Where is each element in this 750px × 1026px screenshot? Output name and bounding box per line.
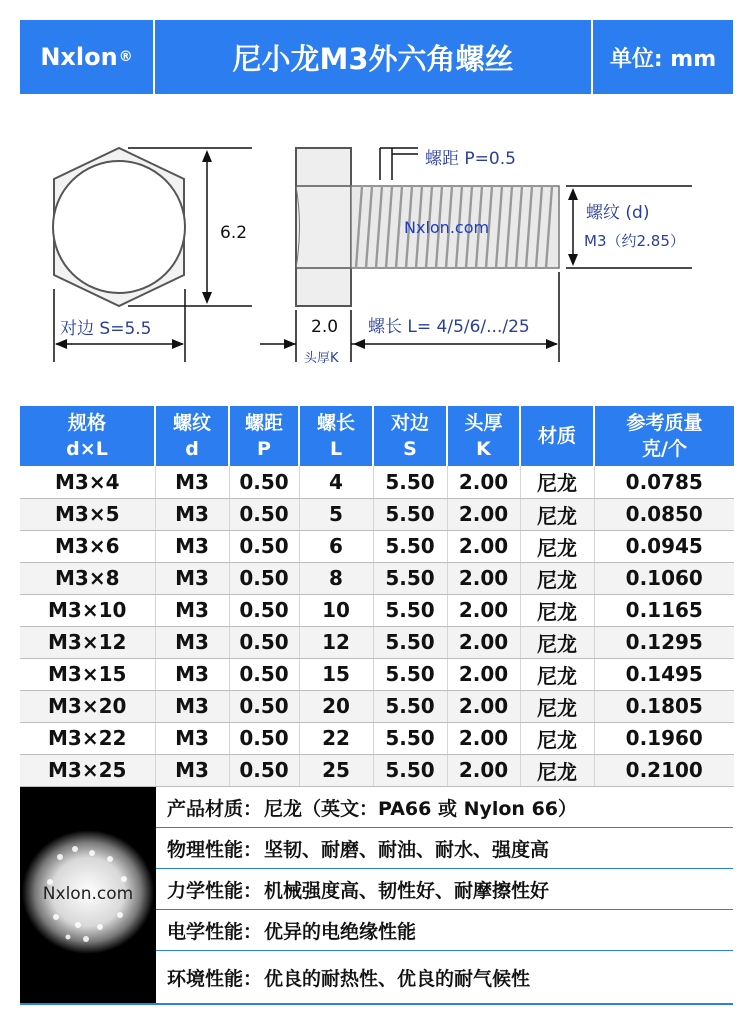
pitch-value: 螺距 P=0.5 [425, 149, 516, 169]
material-properties [20, 787, 733, 1005]
cell-across-flats: 5.50 [373, 530, 447, 562]
cell-thread: M3 [155, 754, 229, 786]
cell-spec: M3×25 [20, 754, 155, 786]
cell-across-flats: 5.50 [373, 658, 447, 690]
cell-head-thickness: 2.00 [447, 594, 520, 626]
cell-length: 15 [299, 658, 373, 690]
cell-length: 4 [299, 466, 373, 498]
pitch-dimension [380, 148, 516, 180]
cell-head-thickness: 2.00 [447, 690, 520, 722]
cell-length: 12 [299, 626, 373, 658]
cell-length: 8 [299, 562, 373, 594]
across-flats-value: 对边 S=5.5 [60, 319, 152, 339]
col-header-pitch: 螺距 P [229, 406, 299, 466]
cell-thread: M3 [155, 722, 229, 754]
cell-pitch: 0.50 [229, 754, 299, 786]
threaded-shank [351, 186, 559, 268]
col-header-spec: 规格 d×L [20, 406, 155, 466]
cell-material: 尼龙 [520, 562, 594, 594]
cell-pitch: 0.50 [229, 594, 299, 626]
property-label: 电学性能： [167, 920, 263, 943]
table-row [20, 722, 734, 754]
cell-pitch: 0.50 [229, 562, 299, 594]
brand-name: Nxlon [40, 43, 118, 71]
property-value: 优异的电绝缘性能 [264, 920, 417, 943]
cell-thread: M3 [155, 562, 229, 594]
table-row [20, 498, 734, 530]
property-label: 产品材质： [167, 797, 263, 820]
cell-across-flats: 5.50 [373, 498, 447, 530]
cell-pitch: 0.50 [229, 690, 299, 722]
cell-weight: 0.0945 [594, 530, 734, 562]
property-row [156, 787, 733, 828]
drawing-watermark: Nxlon.com [404, 218, 490, 237]
cell-head-thickness: 2.00 [447, 626, 520, 658]
cell-weight: 0.0850 [594, 498, 734, 530]
cell-pitch: 0.50 [229, 626, 299, 658]
cell-head-thickness: 2.00 [447, 498, 520, 530]
cell-head-thickness: 2.00 [447, 722, 520, 754]
property-value: 机械强度高、韧性好、耐摩擦性好 [264, 879, 550, 902]
cell-pitch: 0.50 [229, 722, 299, 754]
cell-thread: M3 [155, 530, 229, 562]
cell-spec: M3×8 [20, 562, 155, 594]
nylon-pellets-image [20, 787, 156, 1003]
property-row [156, 869, 733, 910]
cell-thread: M3 [155, 626, 229, 658]
property-label: 力学性能： [167, 879, 263, 902]
table-row [20, 466, 734, 498]
cell-spec: M3×12 [20, 626, 155, 658]
cell-spec: M3×15 [20, 658, 155, 690]
properties-list [156, 787, 733, 1003]
cell-weight: 0.0785 [594, 466, 734, 498]
cell-thread: M3 [155, 690, 229, 722]
cell-thread: M3 [155, 594, 229, 626]
col-header-across-flats: 对边 S [373, 406, 447, 466]
cell-material: 尼龙 [520, 690, 594, 722]
cell-length: 20 [299, 690, 373, 722]
table-header-row [20, 406, 734, 466]
thread-diameter-dimension [566, 186, 692, 268]
cell-thread: M3 [155, 498, 229, 530]
cell-across-flats: 5.50 [373, 722, 447, 754]
header-bar [20, 20, 733, 94]
cell-spec: M3×6 [20, 530, 155, 562]
spec-table [20, 406, 734, 787]
cell-across-flats: 5.50 [373, 466, 447, 498]
table-row [20, 594, 734, 626]
cell-weight: 0.1495 [594, 658, 734, 690]
col-header-thread: 螺纹 d [155, 406, 229, 466]
cell-weight: 0.1295 [594, 626, 734, 658]
cell-material: 尼龙 [520, 658, 594, 690]
cell-spec: M3×10 [20, 594, 155, 626]
cell-pitch: 0.50 [229, 498, 299, 530]
cell-spec: M3×5 [20, 498, 155, 530]
property-value: 坚韧、耐磨、耐油、耐水、强度高 [264, 838, 550, 861]
brand-registered-mark: ® [118, 49, 133, 65]
cell-material: 尼龙 [520, 722, 594, 754]
cell-material: 尼龙 [520, 754, 594, 786]
property-row [156, 910, 733, 951]
table-row [20, 690, 734, 722]
cell-head-thickness: 2.00 [447, 754, 520, 786]
cell-material: 尼龙 [520, 626, 594, 658]
col-header-weight: 参考质量 克/个 [594, 406, 734, 466]
property-label: 物理性能： [167, 838, 263, 861]
cell-across-flats: 5.50 [373, 754, 447, 786]
head-thickness-value: 2.0 [311, 317, 339, 337]
property-label: 环境性能： [167, 967, 263, 990]
thread-value: M3（约2.85） [584, 232, 685, 250]
cell-weight: 0.2100 [594, 754, 734, 786]
cell-head-thickness: 2.00 [447, 530, 520, 562]
unit-label: 单位: mm [593, 20, 733, 94]
cell-pitch: 0.50 [229, 466, 299, 498]
col-header-head-thickness: 头厚 K [447, 406, 520, 466]
head-thickness-label: 头厚K [304, 351, 339, 366]
cell-material: 尼龙 [520, 594, 594, 626]
cell-length: 6 [299, 530, 373, 562]
table-row [20, 626, 734, 658]
property-row [156, 951, 733, 1003]
table-row [20, 530, 734, 562]
cell-across-flats: 5.50 [373, 562, 447, 594]
cell-head-thickness: 2.00 [447, 466, 520, 498]
image-watermark: Nxlon.com [42, 884, 134, 904]
col-header-material: 材质 [520, 406, 594, 466]
table-row [20, 562, 734, 594]
table-row [20, 658, 734, 690]
hex-head-side-view [296, 148, 351, 306]
cell-pitch: 0.50 [229, 658, 299, 690]
cell-pitch: 0.50 [229, 530, 299, 562]
cell-spec: M3×22 [20, 722, 155, 754]
cell-material: 尼龙 [520, 498, 594, 530]
page-title: 尼小龙M3外六角螺丝 [155, 20, 593, 94]
property-row [156, 828, 733, 869]
height-value: 6.2 [220, 223, 248, 243]
property-value: 优良的耐热性、优良的耐气候性 [264, 967, 531, 990]
cell-weight: 0.1960 [594, 722, 734, 754]
brand-cell [20, 20, 155, 94]
cell-across-flats: 5.50 [373, 594, 447, 626]
col-header-length: 螺长 L [299, 406, 373, 466]
cell-material: 尼龙 [520, 530, 594, 562]
cell-thread: M3 [155, 466, 229, 498]
cell-across-flats: 5.50 [373, 690, 447, 722]
length-value: 螺长 L= 4/5/6/.../25 [368, 317, 530, 337]
thread-label: 螺纹 (d) [586, 203, 650, 223]
hex-head-top-view [53, 148, 185, 306]
table-row [20, 754, 734, 786]
screw-dimension-drawing [20, 94, 733, 406]
cell-head-thickness: 2.00 [447, 562, 520, 594]
cell-spec: M3×20 [20, 690, 155, 722]
cell-weight: 0.1805 [594, 690, 734, 722]
cell-length: 5 [299, 498, 373, 530]
property-value: 尼龙（英文：PA66 或 Nylon 66） [264, 797, 578, 820]
cell-head-thickness: 2.00 [447, 658, 520, 690]
cell-length: 22 [299, 722, 373, 754]
cell-weight: 0.1060 [594, 562, 734, 594]
cell-material: 尼龙 [520, 466, 594, 498]
cell-spec: M3×4 [20, 466, 155, 498]
cell-across-flats: 5.50 [373, 626, 447, 658]
cell-thread: M3 [155, 658, 229, 690]
cell-weight: 0.1165 [594, 594, 734, 626]
cell-length: 25 [299, 754, 373, 786]
cell-length: 10 [299, 594, 373, 626]
